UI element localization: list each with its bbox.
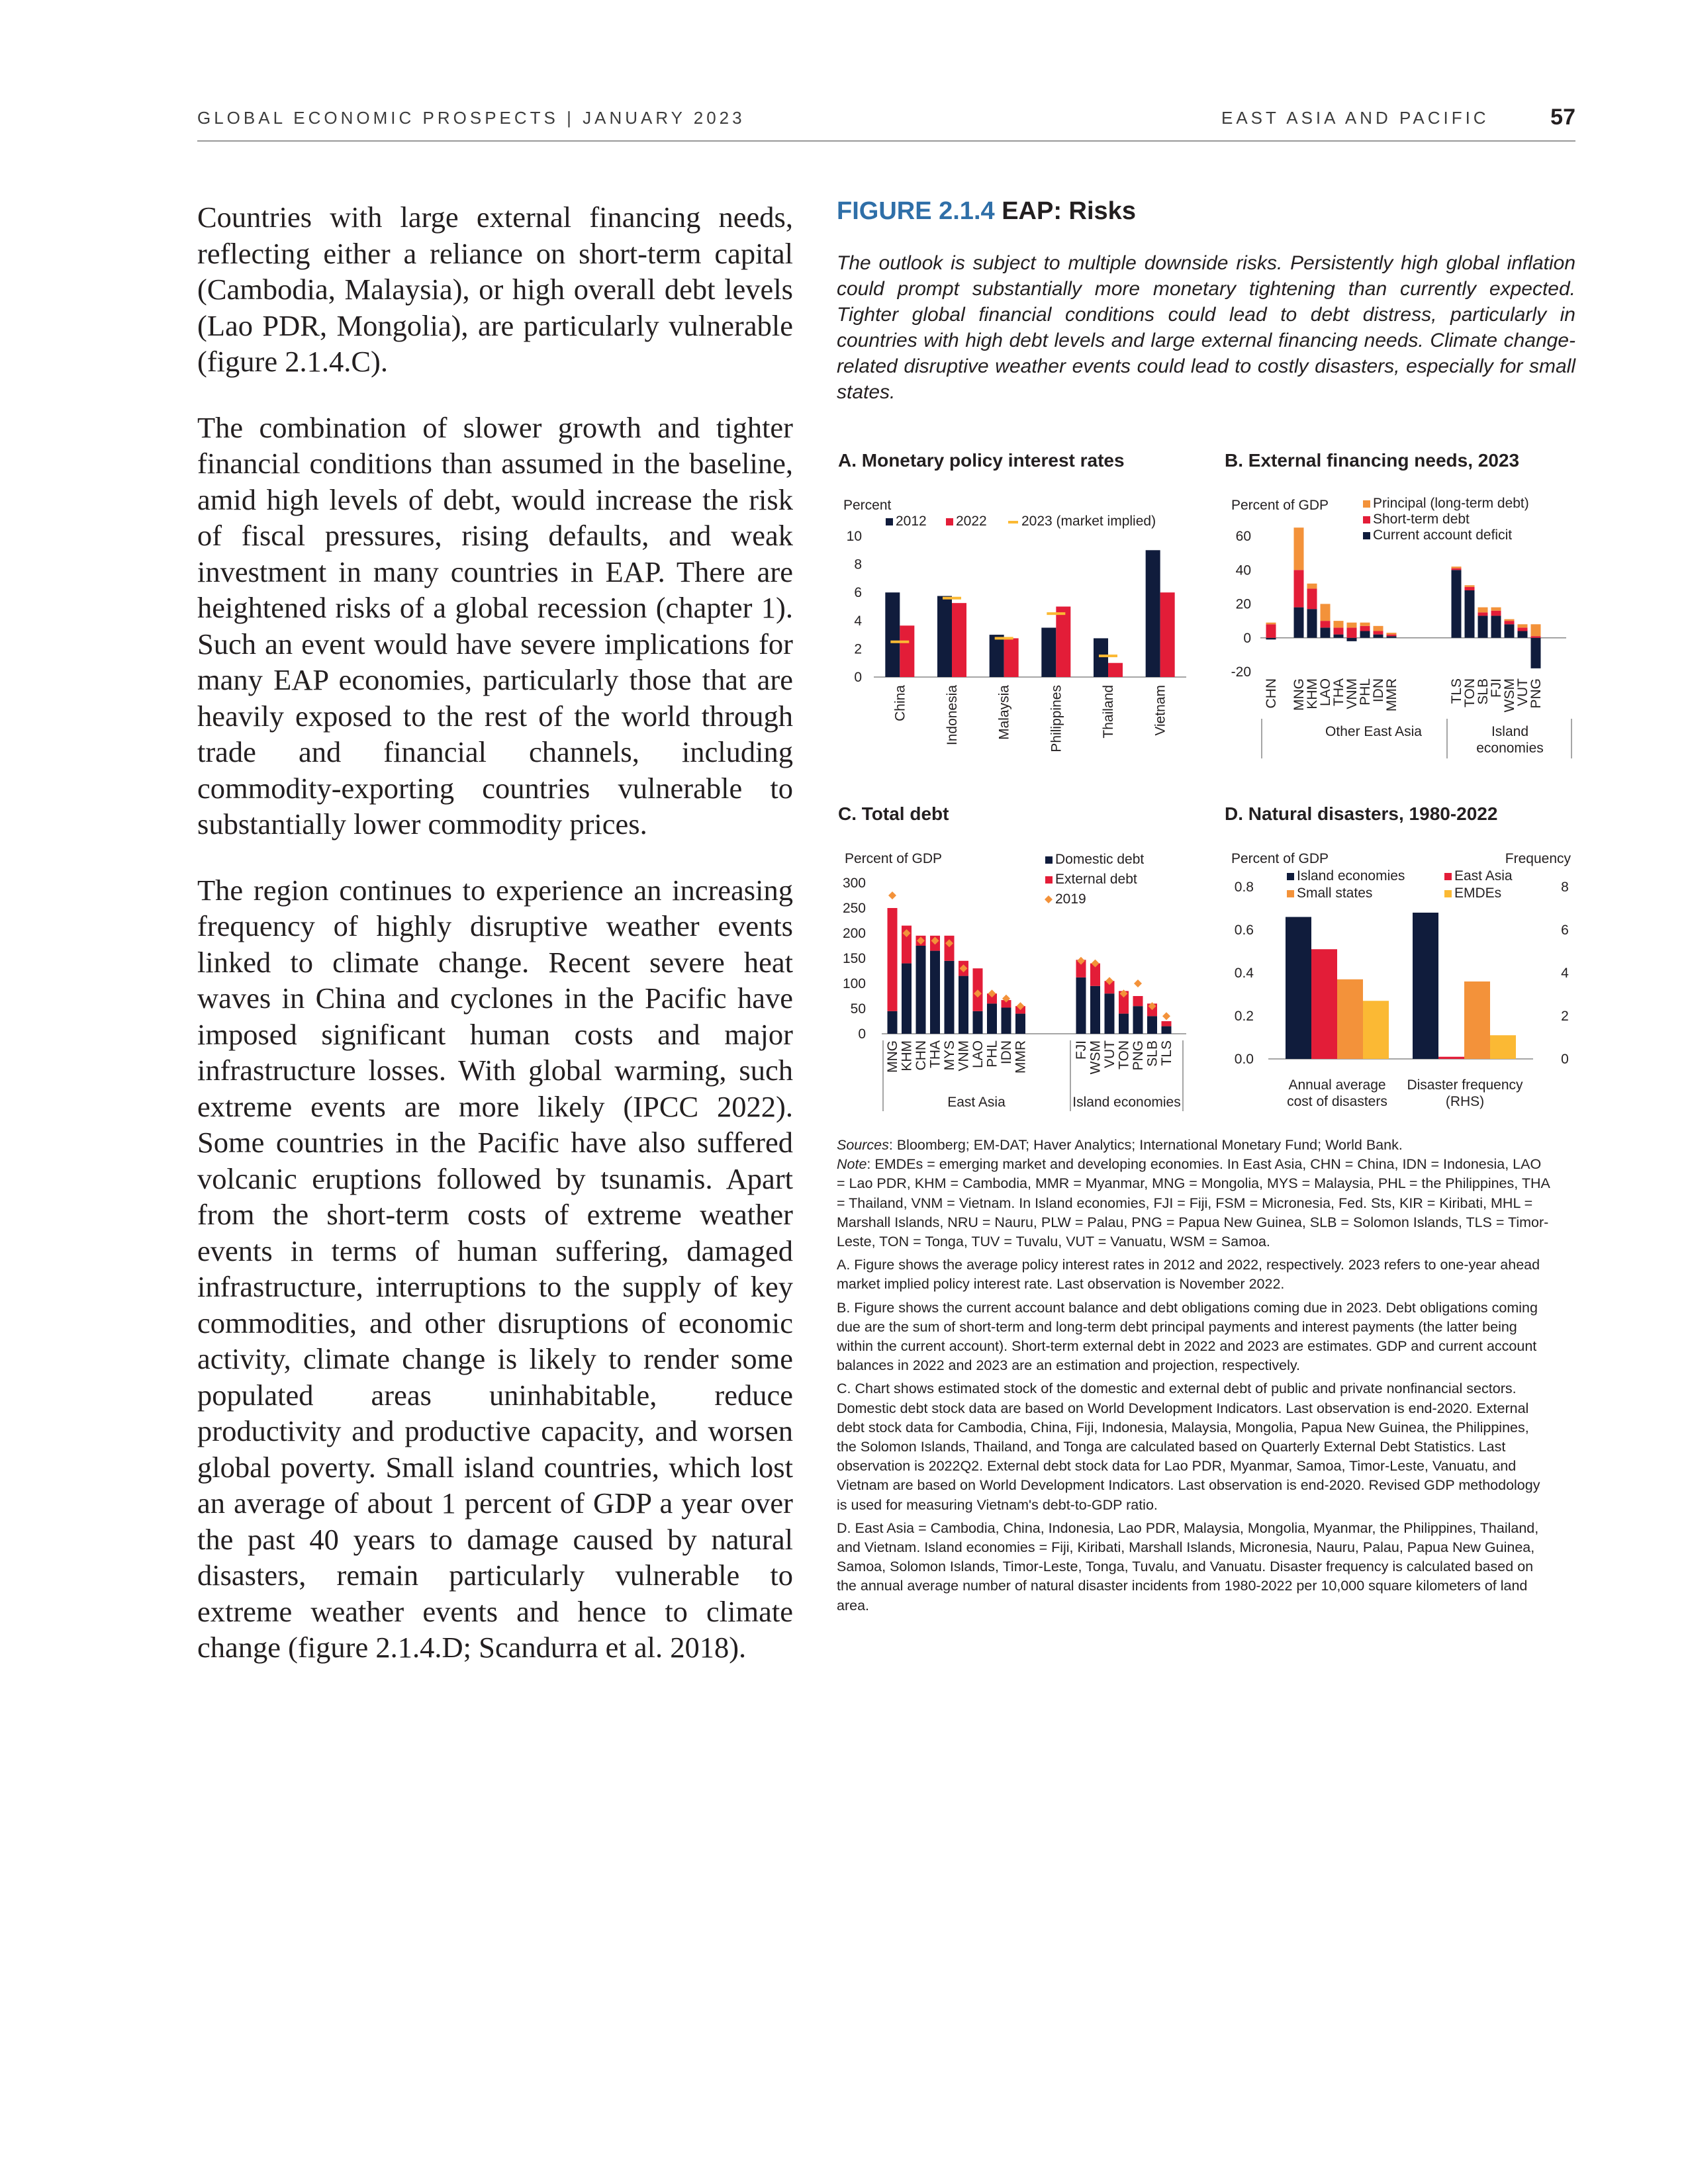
bar-segment-MNG bbox=[1294, 527, 1304, 570]
figure-number: FIGURE 2.1.4 bbox=[837, 197, 995, 225]
bar-segment-FJI bbox=[1491, 608, 1501, 611]
bar-segment-KHM bbox=[902, 964, 912, 1034]
x-tick-label-KHM: KHM bbox=[1305, 678, 1320, 709]
y-tick-label: 200 bbox=[842, 926, 866, 941]
bar-segment-WSM bbox=[1505, 624, 1515, 638]
legend-swatch-2012 bbox=[886, 518, 893, 525]
legend-label-external: External debt bbox=[1055, 872, 1137, 887]
y-tick-label: 4 bbox=[854, 613, 862, 629]
body-paragraph-1: Countries with large external financing needs, reflecting either a reliance on short-term capital (Cambodia, Malaysia), or high overall debt levels (Lao PDR, Mongolia), are particularly vulnerable (figure 2.1.4.C). bbox=[197, 201, 793, 378]
y-tick-label: 20 bbox=[1235, 596, 1251, 612]
panel-c-svg bbox=[835, 843, 1206, 1121]
body-paragraph-3: The region continues to experience an increasing frequency of highly disruptive weather events linked to climate change. Recent severe heat waves in China and cyclones in the Pacific have imposed significant human costs and major infrastructure losses. With global warming, such extreme events are more likely (IPCC 2022). Some countries in the Pacific have also suffered volcanic eruptions followed by tsunamis. Apart from the short-term costs of extreme weather events in terms of human suffering, damaged infrastructure, interruptions to the supply of key commodities, and other disruptions of economic activity, climate change is likely to render some populated areas uninhabitable, reduce productivity and productive capacity, and worsen global poverty. Small island countries, which lost an average of about 1 percent of GDP a year over the past 40 years to damage caused by natural disasters, remain particularly vulnerable to extreme weather events and hence to climate change (figure 2.1.4.D; Scandurra et al. 2018). bbox=[197, 873, 793, 1664]
bar-2022-Malaysia bbox=[1004, 638, 1019, 677]
bar-segment-PNG bbox=[1133, 1006, 1143, 1034]
sources-note bbox=[837, 1136, 1552, 1155]
panel-d-cat2-line2: (RHS) bbox=[1445, 1094, 1485, 1109]
y-tick-label: 60 bbox=[1235, 529, 1251, 544]
x-tick-label-MNG: MNG bbox=[1291, 678, 1307, 711]
marker-2023-China bbox=[890, 641, 909, 643]
panel-b-group-island-1: Island bbox=[1491, 724, 1529, 739]
bar-segment-MMR bbox=[1387, 636, 1397, 638]
x-tick-label-Philippines: Philippines bbox=[1049, 685, 1064, 752]
panel-b-group-island-2: economies bbox=[1476, 741, 1544, 756]
y-tick-label-left: 0.0 bbox=[1234, 1052, 1254, 1067]
x-tick-label-THA: THA bbox=[1331, 678, 1346, 706]
y-tick-label: 6 bbox=[854, 585, 862, 601]
marker-2019-TLS bbox=[1162, 1012, 1170, 1020]
bar-segment-TON bbox=[1465, 585, 1475, 587]
y-tick-label-right: 0 bbox=[1561, 1052, 1569, 1067]
panel-d-cat1-line1: Annual average bbox=[1288, 1077, 1386, 1093]
bar-segment-KHM bbox=[1307, 609, 1317, 638]
bar-segment-TON bbox=[1465, 590, 1475, 638]
note-panel-a: A. Figure shows the average policy interest rates in 2012 and 2022, respectively. 2023 refers to one-year ahead market implied policy interest rate. Last observation is November 2022. bbox=[837, 1257, 1540, 1293]
legend-swatch-domestic bbox=[1045, 856, 1053, 864]
x-tick-label-TON: TON bbox=[1462, 678, 1477, 707]
x-tick-label-PHL: PHL bbox=[984, 1040, 1000, 1068]
x-tick-label-FJI: FJI bbox=[1074, 1040, 1089, 1060]
legend-label-current-account: Current account deficit bbox=[1373, 527, 1513, 543]
marker-2019-MNG bbox=[888, 891, 896, 899]
y-tick-label: 150 bbox=[842, 951, 866, 966]
bar-segment-FJI bbox=[1491, 611, 1501, 616]
bar-segment-MMR bbox=[1387, 633, 1397, 635]
bar-segment-PHL bbox=[1360, 631, 1370, 638]
x-tick-label-LAO: LAO bbox=[970, 1040, 986, 1069]
x-tick-label-Indonesia: Indonesia bbox=[945, 685, 960, 746]
bar-segment-LAO bbox=[1321, 621, 1331, 627]
x-tick-label-MMR: MMR bbox=[1013, 1040, 1029, 1074]
figure-name: EAP: Risks bbox=[1002, 197, 1136, 225]
y-tick-label-right: 8 bbox=[1561, 880, 1569, 895]
bar-segment-KHM bbox=[1307, 588, 1317, 609]
legend-label-2019: 2019 bbox=[1055, 891, 1086, 907]
bar-2012-Thailand bbox=[1094, 638, 1108, 677]
legend-label-domestic: Domestic debt bbox=[1055, 852, 1145, 867]
legend-label-2022: 2022 bbox=[956, 514, 987, 529]
bar-segment-MNG bbox=[888, 1011, 898, 1034]
y-tick-label-left: 0.4 bbox=[1234, 966, 1254, 981]
running-header-right: EAST ASIA AND PACIFIC bbox=[1221, 108, 1489, 128]
legend-label-short-term: Short-term debt bbox=[1373, 512, 1470, 527]
bar-segment-WSM bbox=[1090, 986, 1100, 1034]
bar-segment-THA bbox=[1334, 621, 1344, 627]
legend-swatch-small-states bbox=[1287, 890, 1294, 897]
y-tick-label: 2 bbox=[854, 641, 862, 657]
marker-2023-Thailand bbox=[1099, 655, 1117, 657]
bar-segment-MNG bbox=[1294, 570, 1304, 607]
x-tick-label-MYS: MYS bbox=[942, 1040, 957, 1071]
bar-segment-PNG bbox=[1531, 624, 1541, 636]
bar-segment-TON bbox=[1119, 1014, 1129, 1034]
y-tick-label: -20 bbox=[1231, 664, 1251, 680]
x-tick-label-FJI: FJI bbox=[1489, 678, 1504, 698]
bar-Small states bbox=[1464, 981, 1490, 1059]
x-tick-label-CHN: CHN bbox=[914, 1040, 929, 1071]
sources-text: : Bloomberg; EM-DAT; Haver Analytics; International Monetary Fund; World Bank. bbox=[888, 1137, 1403, 1153]
bar-2012-Vietnam bbox=[1146, 550, 1160, 677]
bar-segment-VUT bbox=[1518, 631, 1528, 638]
note-label: Note bbox=[837, 1156, 867, 1173]
x-tick-label-VNM: VNM bbox=[956, 1040, 972, 1071]
bar-2022-China bbox=[900, 625, 914, 677]
bar-2012-China bbox=[885, 592, 900, 677]
legend-swatch-east-asia bbox=[1444, 873, 1452, 880]
legend-label-small-states: Small states bbox=[1297, 886, 1373, 901]
bar-segment-TLS bbox=[1452, 569, 1462, 570]
bar-segment-WSM bbox=[1505, 619, 1515, 621]
y-tick-label-left: 0.2 bbox=[1234, 1009, 1254, 1024]
bar-Island economies bbox=[1286, 917, 1311, 1060]
bar-segment-VNM bbox=[1347, 638, 1357, 641]
bar-segment-PHL bbox=[1360, 626, 1370, 631]
x-tick-label-SLB: SLB bbox=[1476, 678, 1491, 705]
x-tick-label-IDN: IDN bbox=[1371, 678, 1386, 703]
panel-c-title: C. Total debt bbox=[838, 803, 949, 824]
y-tick-label: 8 bbox=[854, 557, 862, 572]
sources-label: Sources bbox=[837, 1137, 889, 1153]
body-text-column bbox=[197, 199, 793, 1696]
legend-swatch-emdes bbox=[1444, 890, 1452, 897]
marker-2019-PNG bbox=[1134, 979, 1142, 987]
bar-segment-CHN bbox=[1266, 638, 1276, 640]
bar-segment-SLB bbox=[1478, 615, 1488, 637]
y-tick-label-left: 0.8 bbox=[1234, 880, 1254, 895]
bar-segment-VUT bbox=[1518, 624, 1528, 627]
legend-label-east-asia: East Asia bbox=[1454, 868, 1513, 884]
x-tick-label-TLS: TLS bbox=[1449, 678, 1464, 704]
bar-segment-MYS bbox=[945, 961, 955, 1034]
marker-2023-Malaysia bbox=[995, 637, 1013, 639]
bar-segment-THA bbox=[930, 951, 940, 1034]
y-tick-label-right: 4 bbox=[1561, 966, 1569, 981]
bar-East Asia bbox=[1438, 1057, 1464, 1059]
bar-segment-SLB bbox=[1478, 612, 1488, 615]
bar-segment-TLS bbox=[1162, 1026, 1172, 1034]
x-tick-label-PNG: PNG bbox=[1131, 1040, 1146, 1071]
x-tick-label-MMR: MMR bbox=[1384, 678, 1399, 712]
bar-segment-PHL bbox=[1360, 623, 1370, 626]
legend-swatch-short-term bbox=[1363, 516, 1370, 523]
x-tick-label-VNM: VNM bbox=[1344, 678, 1360, 709]
running-header-left: GLOBAL ECONOMIC PROSPECTS | JANUARY 2023 bbox=[197, 108, 745, 128]
panel-b-svg bbox=[1222, 490, 1579, 768]
bar-2012-Malaysia bbox=[990, 635, 1004, 677]
bar-segment-IDN bbox=[1374, 626, 1383, 631]
x-tick-label-LAO: LAO bbox=[1318, 678, 1333, 707]
panel-c-group-island: Island economies bbox=[1072, 1095, 1181, 1110]
header-rule bbox=[197, 140, 1575, 142]
panel-a-title: A. Monetary policy interest rates bbox=[838, 450, 1125, 471]
figure-title bbox=[837, 197, 1136, 226]
x-tick-label-THA: THA bbox=[927, 1040, 943, 1068]
y-tick-label: 250 bbox=[842, 901, 866, 916]
x-tick-label-WSM: WSM bbox=[1502, 678, 1517, 713]
bar-segment-WSM bbox=[1505, 621, 1515, 624]
bar-segment-LAO bbox=[1321, 627, 1331, 637]
x-tick-label-Vietnam: Vietnam bbox=[1152, 685, 1168, 736]
legend-swatch-2019 bbox=[1045, 895, 1053, 903]
x-tick-label-China: China bbox=[892, 685, 908, 721]
marker-2023-Indonesia bbox=[943, 597, 961, 600]
legend-swatch-2023 bbox=[1008, 521, 1018, 523]
bar-segment-MNG bbox=[1294, 608, 1304, 638]
x-tick-label-PNG: PNG bbox=[1528, 678, 1544, 709]
y-tick-label: 50 bbox=[850, 1001, 866, 1017]
y-tick-label: 0 bbox=[858, 1026, 866, 1042]
page-number: 57 bbox=[1550, 105, 1575, 130]
bar-segment-TLS bbox=[1162, 1021, 1172, 1026]
figure-subtitle: The outlook is subject to multiple downside risks. Persistently high global inflation could prompt substantially more monetary tightening than currently expected. Tighter global financial conditions could lead to debt distress, particularly in countries with high debt levels and large external financing needs. Climate change-related disruptive weather events could lead to costly disasters, especially for small states. bbox=[837, 252, 1575, 403]
panel-d-ylabel-left: Percent of GDP bbox=[1231, 851, 1329, 866]
panel-d-ylabel-right: Frequency bbox=[1505, 851, 1571, 866]
bar-segment-IDN bbox=[1374, 631, 1383, 635]
panel-d-title: D. Natural disasters, 1980-2022 bbox=[1225, 803, 1498, 824]
bar-segment-MNG bbox=[888, 908, 898, 1011]
note-panel-b: B. Figure shows the current account balance and debt obligations coming due in 2023. Debt obligations coming due are the sum of short-term and long-term debt principal payments and interest payments (the latter being within the current account). Short-term external debt in 2022 and 2023 are estimates. GDP and current account balances in 2022 and 2023 are an estimation and projection, respectively. bbox=[837, 1299, 1538, 1374]
bar-EMDEs bbox=[1363, 1001, 1389, 1059]
bar-2012-Indonesia bbox=[937, 596, 952, 677]
figure-notes bbox=[837, 1136, 1552, 1615]
bar-segment-MMR bbox=[1387, 635, 1397, 637]
bar-segment-SLB bbox=[1147, 1016, 1157, 1034]
abbreviation-note bbox=[837, 1155, 1552, 1251]
bar-segment-CHN bbox=[1266, 624, 1276, 638]
bar-segment-THA bbox=[1334, 627, 1344, 634]
x-tick-label-SLB: SLB bbox=[1145, 1040, 1160, 1067]
bar-2012-Philippines bbox=[1041, 627, 1056, 677]
bar-segment-CHN bbox=[1266, 623, 1276, 625]
panel-c-chart bbox=[835, 843, 1206, 1121]
x-tick-label-IDN: IDN bbox=[999, 1040, 1014, 1065]
panel-b-chart bbox=[1222, 490, 1579, 768]
bar-segment-VNM bbox=[1347, 623, 1357, 628]
x-tick-label-KHM: KHM bbox=[899, 1040, 915, 1071]
legend-swatch-external bbox=[1045, 876, 1053, 884]
x-tick-label-VUT: VUT bbox=[1515, 678, 1530, 706]
y-tick-label: 300 bbox=[842, 876, 866, 891]
x-tick-label-CHN: CHN bbox=[1264, 678, 1279, 709]
x-tick-label-Thailand: Thailand bbox=[1101, 685, 1116, 739]
bar-segment-IDN bbox=[1374, 635, 1383, 638]
panel-b-title: B. External financing needs, 2023 bbox=[1225, 450, 1520, 471]
panel-b-group-other-east-asia: Other East Asia bbox=[1325, 724, 1422, 739]
x-tick-label-VUT: VUT bbox=[1102, 1040, 1117, 1068]
x-tick-label-Malaysia: Malaysia bbox=[996, 685, 1012, 740]
panel-b-ylabel: Percent of GDP bbox=[1231, 498, 1329, 513]
bar-2022-Indonesia bbox=[952, 603, 966, 677]
bar-segment-PNG bbox=[1133, 996, 1143, 1006]
body-paragraph-2: The combination of slower growth and tighter financial conditions than assumed in the baseline, amid high levels of debt, would increase the risk of fiscal pressures, rising defaults, and weak investment in many countries in EAP. There are heightened risks of a global recession (chapter 1). Such an event would have severe implications for many EAP economies, particularly those that are heavily exposed to the rest of the world through trade and financial channels, including commodity-exporting countries vulnerable to substantially lower commodity prices. bbox=[197, 410, 793, 841]
bar-segment-TLS bbox=[1452, 570, 1462, 638]
bar-segment-MMR bbox=[1015, 1014, 1025, 1034]
panel-c-ylabel: Percent of GDP bbox=[845, 851, 943, 866]
panel-d-svg bbox=[1222, 843, 1579, 1121]
bar-segment-VUT bbox=[1518, 627, 1528, 631]
bar-segment-VUT bbox=[1105, 993, 1115, 1034]
bar-segment-PNG bbox=[1531, 636, 1541, 638]
bar-segment-FJI bbox=[1076, 978, 1086, 1034]
bar-segment-KHM bbox=[1307, 584, 1317, 589]
bar-2022-Vietnam bbox=[1160, 592, 1175, 677]
legend-swatch-2022 bbox=[946, 518, 953, 525]
y-tick-label: 40 bbox=[1235, 563, 1251, 578]
y-tick-label-left: 0.6 bbox=[1234, 923, 1254, 938]
bar-segment-LAO bbox=[1321, 604, 1331, 621]
y-tick-label: 10 bbox=[846, 529, 862, 544]
note-panel-c: C. Chart shows estimated stock of the domestic and external debt of public and private nonfinancial sectors. Domestic debt stock data are based on World Development Indicators. Last observation is end-2020. External debt stock data for Cambodia, China, Fiji, Indonesia, Malaysia, Mongolia, Papua New Guinea, the Philippines, the Solomon Islands, Thailand, and Tonga are calculated based on Quarterly External Debt Statistics. Last observation is 2022Q2. External debt stock data for Lao PDR, Myanmar, Samoa, Timor-Leste, Vanuatu, and Vietnam are based on World Development Indicators. Last observation is end-2020. Revised GDP methodology is used for measuring Vietnam's debt-to-GDP ratio. bbox=[837, 1381, 1540, 1513]
bar-segment-VNM bbox=[1347, 627, 1357, 637]
bar-East Asia bbox=[1311, 949, 1337, 1059]
x-tick-label-TLS: TLS bbox=[1159, 1040, 1174, 1066]
marker-2023-Philippines bbox=[1047, 612, 1065, 615]
legend-label-island: Island economies bbox=[1297, 868, 1405, 884]
bar-2022-Thailand bbox=[1108, 663, 1123, 677]
x-tick-label-MNG: MNG bbox=[885, 1040, 900, 1073]
legend-label-principal: Principal (long-term debt) bbox=[1373, 496, 1529, 511]
bar-2022-Philippines bbox=[1056, 607, 1070, 678]
bar-segment-TLS bbox=[1452, 567, 1462, 569]
bar-segment-VNM bbox=[959, 976, 968, 1034]
x-tick-label-WSM: WSM bbox=[1088, 1040, 1103, 1075]
bar-Island economies bbox=[1413, 913, 1438, 1059]
legend-swatch-current-account bbox=[1363, 532, 1370, 539]
bar-segment-LAO bbox=[973, 1011, 983, 1034]
bar-segment-TON bbox=[1465, 587, 1475, 590]
legend-swatch-principal bbox=[1363, 500, 1370, 508]
bar-EMDEs bbox=[1490, 1035, 1516, 1059]
y-tick-label: 0 bbox=[1243, 630, 1251, 646]
bar-segment-PHL bbox=[987, 1003, 997, 1034]
y-tick-label: 0 bbox=[854, 670, 862, 685]
y-tick-label: 100 bbox=[842, 976, 866, 991]
legend-label-2023: 2023 (market implied) bbox=[1021, 514, 1156, 529]
bar-segment-FJI bbox=[1491, 615, 1501, 637]
note-text: : EMDEs = emerging market and developing economies. In East Asia, CHN = China, IDN = Indonesia, LAO = Lao PDR, KHM = Cambodia, MMR = Myanmar, MNG = Mongolia, MYS = Malaysia, PHL = the Philippines, THA = Thailand, VNM = Vietnam. In Island economies, FJI = Fiji, FSM = Micronesia, Fed. Sts, KIR = Kiribati, MHL = Marshall Islands, NRU = Nauru, PLW = Palau, PNG = Papua New Guinea, SLB = Solomon Islands, TLS = Timor-Leste, TON = Tonga, TUV = Tuvalu, VUT = Vanuatu, WSM = Samoa. bbox=[837, 1156, 1550, 1250]
panel-a-svg bbox=[835, 490, 1193, 761]
panel-a-chart bbox=[835, 490, 1193, 761]
x-tick-label-TON: TON bbox=[1116, 1040, 1132, 1069]
x-tick-label-PHL: PHL bbox=[1358, 678, 1373, 705]
panel-a-ylabel: Percent bbox=[843, 498, 892, 513]
bar-segment-CHN bbox=[916, 946, 926, 1034]
bar-segment-IDN bbox=[1002, 1007, 1011, 1034]
panel-d-chart bbox=[1222, 843, 1579, 1121]
note-panel-d: D. East Asia = Cambodia, China, Indonesia, Lao PDR, Malaysia, Mongolia, Myanmar, the Philippines, Thailand, and Vietnam. Island economies = Fiji, Kiribati, Marshall Islands, Micronesia, Nauru, Palau, Papua New Guinea, Samoa, Solomon Islands, Timor-Leste, Tonga, Tuvalu, and Vanuatu. Disaster frequency is calculated based on the annual average number of natural disaster incidents from 1980-2022 per 10,000 square kilometers of land area. bbox=[837, 1520, 1539, 1614]
legend-swatch-island bbox=[1287, 873, 1294, 880]
bar-segment-PNG bbox=[1531, 638, 1541, 668]
y-tick-label-right: 2 bbox=[1561, 1009, 1569, 1024]
panel-d-cat1-line2: cost of disasters bbox=[1287, 1094, 1387, 1109]
legend-label-emdes: EMDEs bbox=[1454, 886, 1502, 901]
y-tick-label-right: 6 bbox=[1561, 923, 1569, 938]
bar-segment-SLB bbox=[1478, 608, 1488, 613]
panel-c-group-east-asia: East Asia bbox=[947, 1095, 1006, 1110]
bar-Small states bbox=[1337, 979, 1363, 1059]
legend-label-2012: 2012 bbox=[896, 514, 927, 529]
bar-segment-THA bbox=[1334, 635, 1344, 638]
panel-d-cat2-line1: Disaster frequency bbox=[1407, 1077, 1523, 1093]
